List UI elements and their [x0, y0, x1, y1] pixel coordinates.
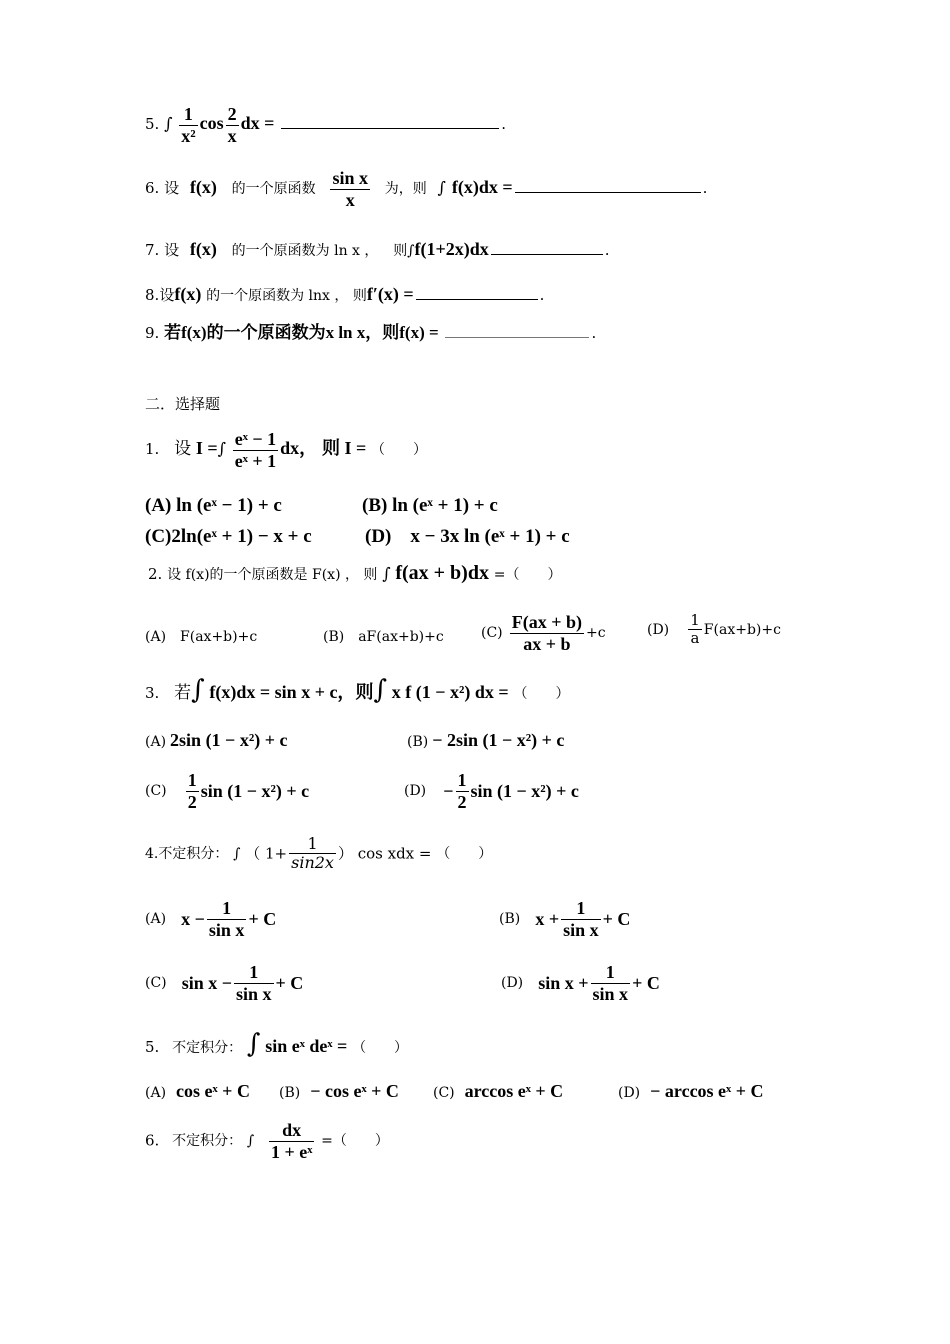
- fraction-half: $\frac{1}{2}$: [457, 770, 467, 812]
- fill-q8: 8.设f(x) 的一个原函数为 lnx ， 则f′(x) = .: [145, 284, 545, 304]
- c2-option-a[interactable]: (A) F(ax+b)+c: [145, 629, 258, 645]
- c4-option-c[interactable]: (C) sin x − $\frac{1}{\text{sin x}}$ + C: [145, 962, 304, 1004]
- answer-blank[interactable]: [416, 283, 538, 300]
- c2-option-b[interactable]: (B) aF(ax+b)+c: [323, 629, 444, 645]
- c3-option-b[interactable]: (B) − 2sin (1 − x²) + c: [407, 730, 565, 750]
- fraction-sinx-over-x: $\frac{\text{sin x}}{x}$: [332, 168, 368, 210]
- c3-option-c[interactable]: (C) $\frac{1}{2}$ sin (1 − x²) + c: [145, 770, 310, 812]
- c3-option-d[interactable]: (D) − $\frac{1}{2}$ sin (1 − x²) + c: [404, 770, 579, 812]
- c5-option-d[interactable]: (D) − arccos eˣ + C: [618, 1081, 764, 1101]
- choice-q6: 6. 不定积分： ∫ $\frac{dx}{\text{1 + eˣ}}$ =（ ）: [145, 1120, 389, 1162]
- fraction-ex: $\frac{\text{eˣ − 1}}{\text{eˣ + 1}}$: [234, 429, 277, 471]
- fraction-1-over-sin2x: $\frac{1}{\sin 2x}$: [291, 834, 334, 873]
- integral-sign: ∫: [164, 114, 173, 134]
- c1-option-c[interactable]: (C)2ln(eˣ + 1) − x + c: [145, 526, 312, 547]
- c5-option-c[interactable]: (C) arccos eˣ + C: [433, 1081, 564, 1101]
- section-title: 二．选择题: [145, 395, 221, 413]
- fraction-dx-over-1-ex: $\frac{dx}{\text{1 + eˣ}}$: [270, 1120, 313, 1162]
- fraction-2-over-x: $\frac{2}{x}$: [227, 104, 237, 146]
- fill-q7: 7. 设 f(x) 的一个原函数为 ln x ， 则∫f(1+2x)dx .: [145, 239, 610, 259]
- answer-blank[interactable]: [515, 176, 701, 193]
- fraction-1-over-sinx: $\frac{1}{\text{sin x}}$: [563, 898, 599, 940]
- fill-q9: 9. 若f(x)的一个原函数为x ln x，则f(x) = .: [145, 323, 597, 342]
- fraction-1-over-x2: $\frac{1}{\text{x²}}$: [181, 104, 196, 146]
- fraction-1-over-a: $\frac{1}{a}$: [690, 611, 700, 648]
- c5-option-b[interactable]: (B) − cos eˣ + C: [279, 1081, 399, 1101]
- c1-option-d[interactable]: (D) x − 3x ln (eˣ + 1) + c: [365, 526, 570, 547]
- choice-q4: 4.不定积分： ∫ （ 1+ $\frac{1}{\sin 2x}$ ） cos xdx = （ ）: [145, 834, 493, 873]
- choice-q3: 3. 若∫ f(x)dx = sin x + c，则∫ x f (1 − x²) dx = （ ）: [145, 675, 570, 705]
- fraction-1-over-sinx: $\frac{1}{\text{sin x}}$: [236, 962, 272, 1004]
- fraction-1-over-sinx: $\frac{1}{\text{sin x}}$: [592, 962, 629, 1004]
- fraction-f-ax-b: $\frac{F(ax + b)}{ax + b}$: [511, 612, 582, 654]
- choice-q5: 5. 不定积分： ∫ sin eˣ deˣ = （ ）: [145, 1029, 409, 1059]
- fraction-1-over-sinx: $\frac{1}{\text{sin x}}$: [208, 898, 245, 940]
- c3-option-a[interactable]: (A) 2sin (1 − x²) + c: [145, 730, 288, 750]
- answer-blank[interactable]: [445, 321, 589, 338]
- choice-q1: 1. 设 I =∫ $\frac{\text{eˣ − 1}}{\text{eˣ + 1}}$ dx， 则 I = （ ）: [145, 429, 428, 471]
- fraction-half: $\frac{1}{2}$: [187, 770, 197, 812]
- q5-number: 5.: [145, 115, 160, 134]
- c4-option-d[interactable]: (D) sin x + $\frac{1}{\text{sin x}}$ + C: [501, 962, 660, 1004]
- answer-blank[interactable]: [491, 238, 603, 255]
- c2-option-c[interactable]: (C) $\frac{F(ax + b)}{ax + b}$ +c: [481, 612, 606, 654]
- c4-option-a[interactable]: (A) x − $\frac{1}{\text{sin x}}$ + C: [145, 898, 277, 940]
- answer-blank[interactable]: [281, 112, 499, 129]
- c2-option-d[interactable]: (D) $\frac{1}{a}$ F(ax+b)+c: [647, 611, 781, 648]
- c1-option-b[interactable]: (B) ln (eˣ + 1) + c: [362, 495, 498, 516]
- fill-q5: 5. ∫ $\frac{1}{\text{x²}}$ cos $\frac{2}{x}$ dx = .: [145, 104, 506, 146]
- choice-q2: 2. 设 f(x)的一个原函数是 F(x) ， 则 ∫ f(ax + b)dx =（ ）: [148, 562, 562, 584]
- c1-option-a[interactable]: (A) ln (eˣ − 1) + c: [145, 495, 282, 516]
- c4-option-b[interactable]: (B) x + $\frac{1}{\text{sin x}}$ + C: [499, 898, 631, 940]
- c5-option-a[interactable]: (A) cos eˣ + C: [145, 1081, 250, 1101]
- fill-q6: 6. 设 f(x) 的一个原函数 $\frac{\text{sin x}}{x}$ 为，则 ∫ f(x)dx = .: [145, 168, 708, 210]
